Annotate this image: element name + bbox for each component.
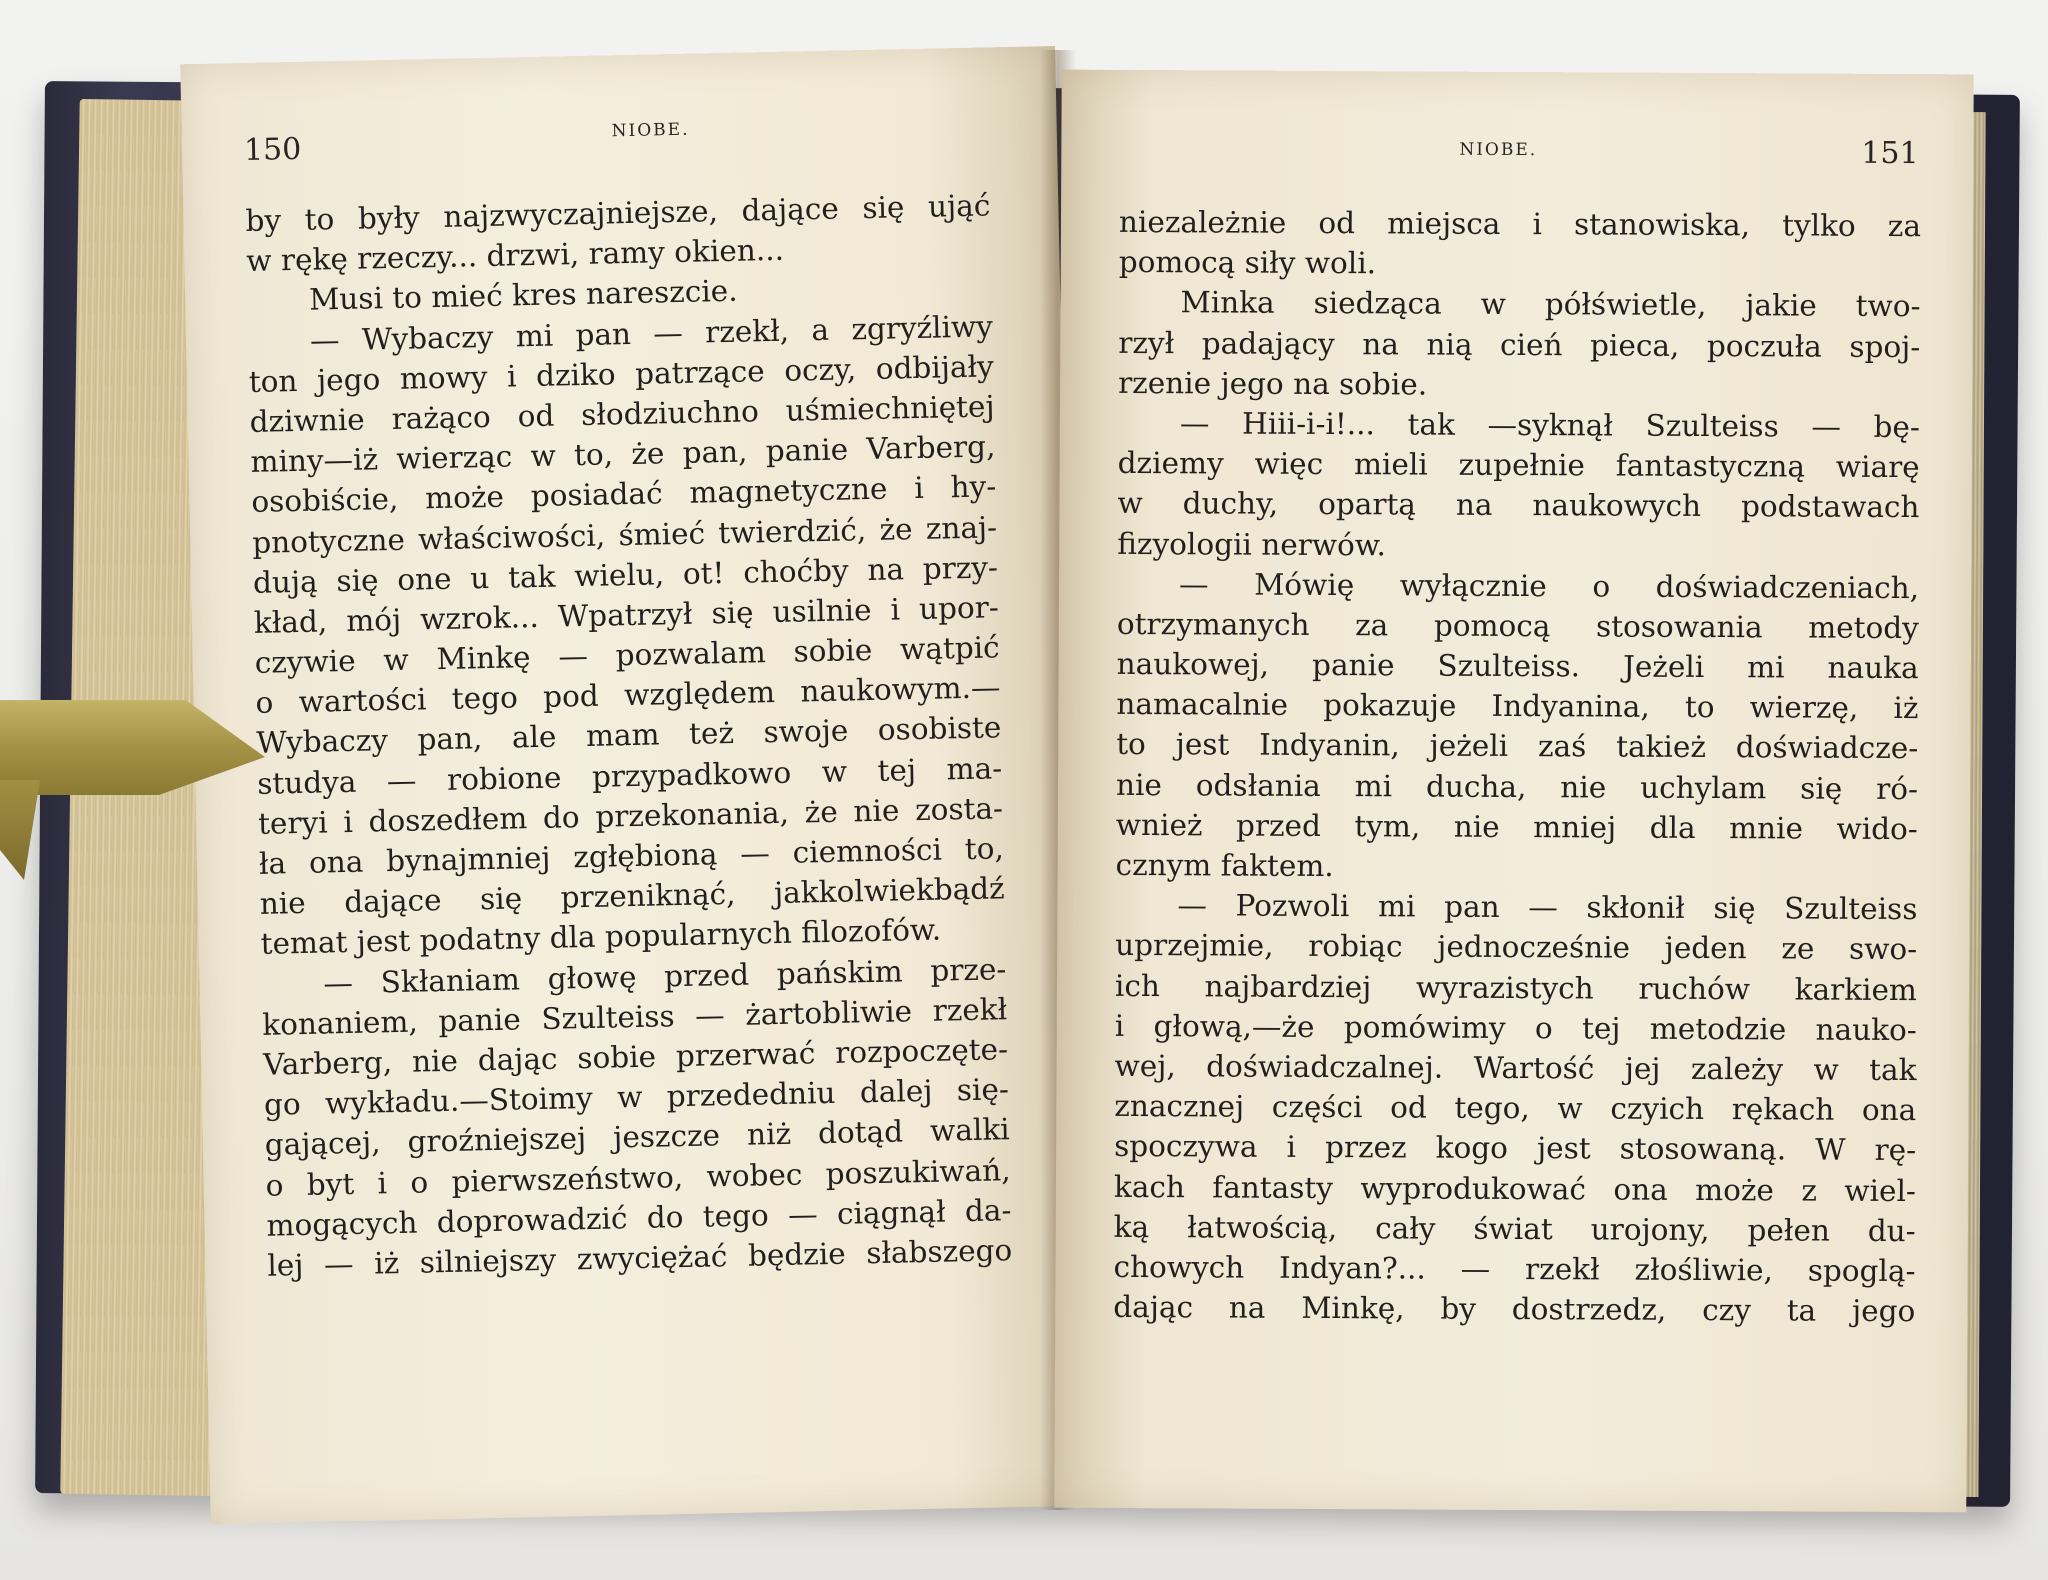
- text-line: by to były najzwyczajniejsze, dające się ująć: [245, 188, 991, 238]
- text-line: Minka siedząca w półświetle, jakie two-: [1180, 285, 1921, 324]
- text-line: — Skłaniam głowę przed pańskim prze-: [323, 951, 1007, 1001]
- text-line: konaniem, panie Szulteiss — żartobliwie rzekł: [261, 991, 1008, 1042]
- text-line: dują się one u tak wielu, ot! choćby na przy-: [252, 550, 999, 600]
- text-line: lej — iż silniejszy zwyciężać będzie słabszego: [267, 1233, 1013, 1283]
- text-line: spoczywa i przez kogo jest stosowaną. W rę-: [1114, 1129, 1917, 1168]
- text-line: Varberg, nie dając sobie przerwać rozpoczęte-: [262, 1032, 1009, 1082]
- page-number-left: 150: [243, 131, 302, 169]
- text-line: dziemy więc mieli zupełnie fantastyczną wiarę: [1117, 446, 1920, 485]
- text-line: gającej, groźniejszej jeszcze niż dotąd walki: [264, 1112, 1011, 1163]
- text-line: fizyologii nerwów.: [1117, 526, 1387, 562]
- text-line: ła ona bynajmniej zgłębioną — ciemności to,: [258, 831, 1005, 881]
- text-line: i głową,—że pomówimy o tej metodzie nauko-: [1114, 1008, 1917, 1047]
- text-line: ką łatwością, cały świat urojony, pełen du-: [1113, 1209, 1916, 1248]
- text-line: — Mówię wyłącznie o doświadczeniach,: [1178, 566, 1920, 605]
- text-line: chowych Indyan?... — rzekł złośliwie, spoglą-: [1113, 1249, 1916, 1288]
- page-number-right: 151: [1861, 135, 1919, 172]
- text-line: rzył padający na nią cień pieca, poczuła spoj-: [1118, 325, 1921, 364]
- text-line: naukowej, panie Szulteiss. Jeżeli mi nauka: [1116, 646, 1919, 686]
- text-line: Musi to mieć kres nareszcie.: [308, 274, 738, 318]
- text-line: o wartości tego pod względem naukowym.—: [255, 670, 1001, 721]
- text-line: cznym faktem.: [1115, 847, 1334, 884]
- text-line: temat jest podatny dla popularnych filozofów.: [260, 912, 942, 962]
- text-line: uprzejmie, robiąc jednocześnie jeden ze swo-: [1115, 928, 1918, 967]
- text-line: namacalnie pokazuje Indyanina, to wierzę, iż: [1116, 687, 1919, 726]
- text-line: Wybaczy pan, ale mam też swoje osobiste: [256, 710, 1002, 761]
- text-line: kład, mój wzrok... Wpatrzył się usilnie i upor-: [253, 590, 1000, 640]
- text-line: dziwnie rażąco od słodziuchno uśmiechniętej: [249, 389, 995, 439]
- text-line: wnież przed tym, nie mniej dla mnie wido-: [1115, 807, 1918, 846]
- text-line: teryi i doszedłem do przekonania, że nie zosta-: [257, 791, 1004, 841]
- text-line: nie odsłania mi ducha, nie uchylam się ró-: [1115, 767, 1919, 806]
- text-line: znacznej części od tego, w czyich rękach ona: [1114, 1089, 1917, 1128]
- brass-bookmark-tail: [0, 780, 40, 880]
- text-line: otrzymanych za pomocą stosowania metody: [1116, 606, 1919, 645]
- text-line: miny—iż wierząc w to, że pan, panie Varberg,: [250, 429, 996, 480]
- text-line: pnotyczne właściwości, śmieć twierdzić, że znaj-: [251, 509, 998, 560]
- text-line: nie dające się przeniknąć, jakkolwiekbądź: [259, 871, 1005, 922]
- running-head-left: NIOBE.: [611, 119, 690, 142]
- text-line: studya — robione przypadkowo w tej ma-: [256, 750, 1003, 801]
- text-line: wej, doświadczalnej. Wartość jej zależy w tak: [1114, 1048, 1917, 1088]
- text-line: rzenie jego na sobie.: [1118, 365, 1428, 402]
- text-line: — Pozwoli mi pan — skłonił się Szulteiss: [1177, 888, 1918, 927]
- text-line: — Wybaczy mi pan — rzekł, a zgryźliwy: [309, 308, 994, 358]
- left-page-text: [245, 185, 1013, 1285]
- right-page-text: [1113, 202, 1921, 1331]
- text-line: w rękę rzeczy... drzwi, ramy okien...: [245, 232, 785, 279]
- text-line: czywie w Minkę — pozwalam sobie wątpić: [254, 630, 1000, 680]
- text-line: to jest Indyanin, jeżeli zaś takież doświadcze-: [1116, 727, 1919, 766]
- text-line: o byt i o pierwszeństwo, wobec poszukiwań,: [265, 1152, 1011, 1203]
- text-line: osobiście, może posiadać magnetyczne i hy-: [251, 469, 997, 520]
- text-line: go wykładu.—Stoimy w przededniu dalej się-: [263, 1072, 1010, 1122]
- text-line: dając na Minkę, by dostrzedz, czy ta jego: [1113, 1289, 1916, 1329]
- text-line: pomocą siły woli.: [1118, 245, 1377, 281]
- text-line: — Hiii-i-i!... tak —syknął Szulteiss — bę-: [1179, 406, 1921, 445]
- text-line: niezależnie od miejsca i stanowiska, tylko za: [1118, 204, 1922, 244]
- right-page: [1054, 70, 1974, 1513]
- text-line: ich najbardziej wyrazistych ruchów karkiem: [1114, 968, 1918, 1007]
- text-line: ton jego mowy i dziko patrzące oczy, odbijały: [248, 349, 995, 399]
- left-page: [180, 46, 1085, 1524]
- text-line: kach fantasty wyprodukować ona może z wiel-: [1113, 1169, 1917, 1208]
- text-line: mogących doprowadzić do tego — ciągnął da-: [266, 1192, 1012, 1243]
- text-line: w duchy, opartą na naukowych podstawach: [1117, 486, 1920, 525]
- running-head-right: NIOBE.: [1459, 139, 1538, 161]
